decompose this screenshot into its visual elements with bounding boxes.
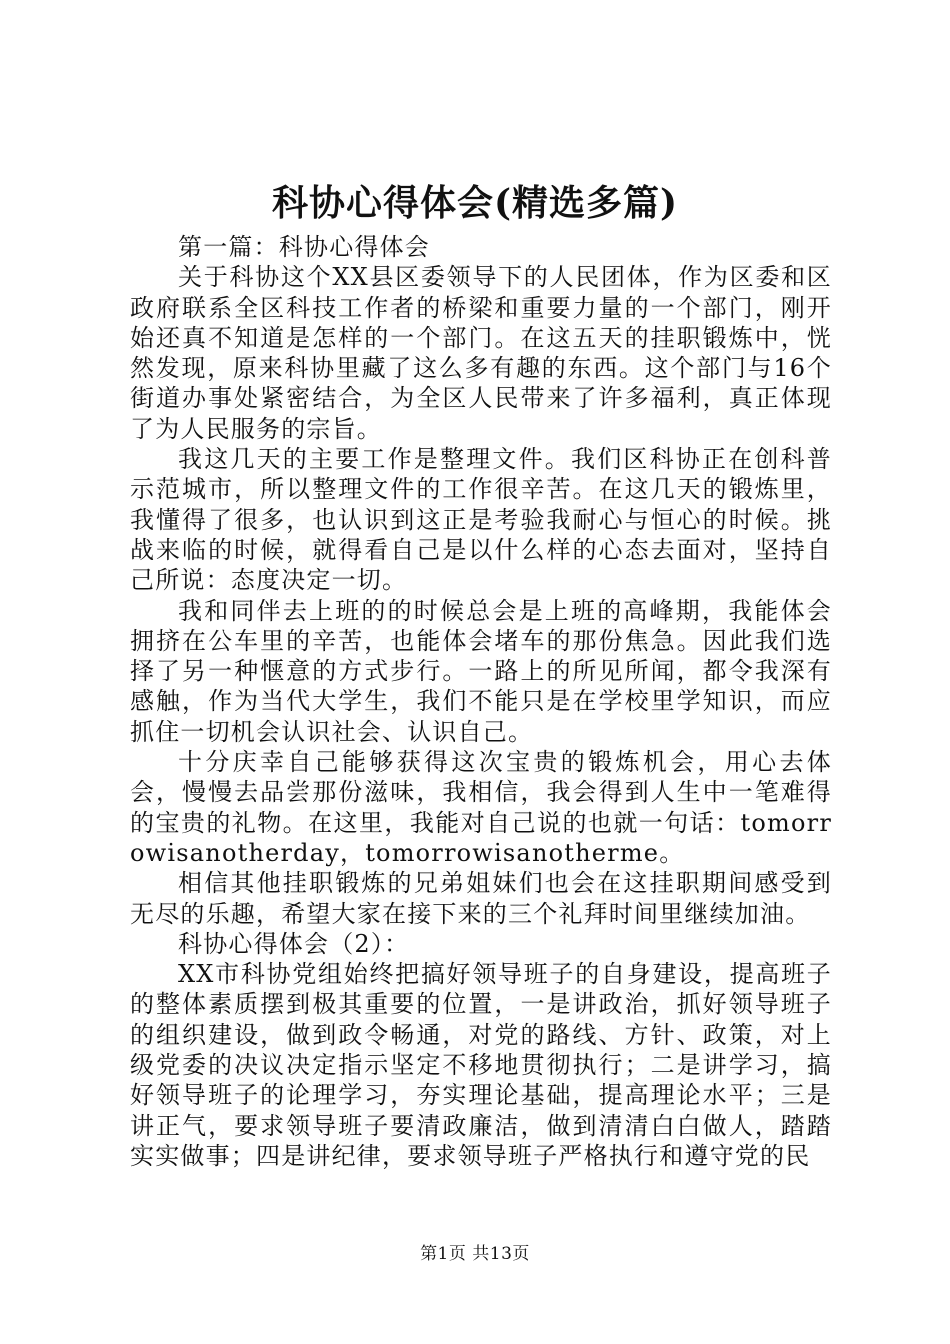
document-title: 科协心得体会(精选多篇) (271, 182, 679, 224)
paragraph: XX市科协党组始终把搞好领导班子的自身建设，提高班子的整体素质摆到极其重要的位置，一是讲政治，抓好领导班子的组织建设，做到政令畅通，对党的路线、方针、政策，对上级党委的决议决定指示坚定不移地贯彻执行；二是讲学习，搞好领导班子的论理学习，夯实理论基础，提高理论水平；三是讲正气，要求领导班子要清政廉洁，做到清清白白做人，踏踏实实做事；四是讲纪律，要求领导班子严格执行和遵守党的民 (130, 960, 832, 1170)
document-body (130, 232, 832, 1171)
paragraph: 我和同伴去上班的的时候总会是上班的高峰期，我能体会拥挤在公车里的辛苦，也能体会堵车的那份焦急。因此我们选择了另一种惬意的方式步行。一路上的所见所闻，都令我深有感触，作为当代大学生，我们不能只是在学校里学知识，而应抓住一切机会认识社会、认识自己。 (130, 596, 832, 746)
paragraph: 关于科协这个XX县区委领导下的人民团体，作为区委和区政府联系全区科技工作者的桥梁和重要力量的一个部门，刚开始还真不知道是怎样的一个部门。在这五天的挂职锻炼中，恍然发现，原来科协里藏了这么多有趣的东西。这个部门与16个街道办事处紧密结合，为全区人民带来了许多福利，真正体现了为人民服务的宗旨。 (130, 263, 832, 443)
page-footer: 第1页 共13页 (420, 1244, 530, 1264)
section-heading-1: 第一篇：科协心得体会 (178, 233, 430, 261)
section-heading-2: 科协心得体会（2）： (178, 929, 410, 958)
paragraph: 相信其他挂职锻炼的兄弟姐妹们也会在这挂职期间感受到无尽的乐趣，希望大家在接下来的三个礼拜时间里继续加油。 (130, 869, 832, 928)
paragraph: 我这几天的主要工作是整理文件。我们区科协正在创科普示范城市，所以整理文件的工作很辛苦。在这几天的锻炼里，我懂得了很多，也认识到这正是考验我耐心与恒心的时候。挑战来临的时候，就得看自己是以什么样的心态去面对，坚持自己所说：态度决定一切。 (130, 445, 832, 595)
paragraph: 十分庆幸自己能够获得这次宝贵的锻炼机会，用心去体会，慢慢去品尝那份滋味，我相信，我会得到人生中一笔难得的宝贵的礼物。在这里，我能对自己说的也就一句话：tomorrowisanotherday，tomorrowisanotherme。 (130, 748, 832, 867)
